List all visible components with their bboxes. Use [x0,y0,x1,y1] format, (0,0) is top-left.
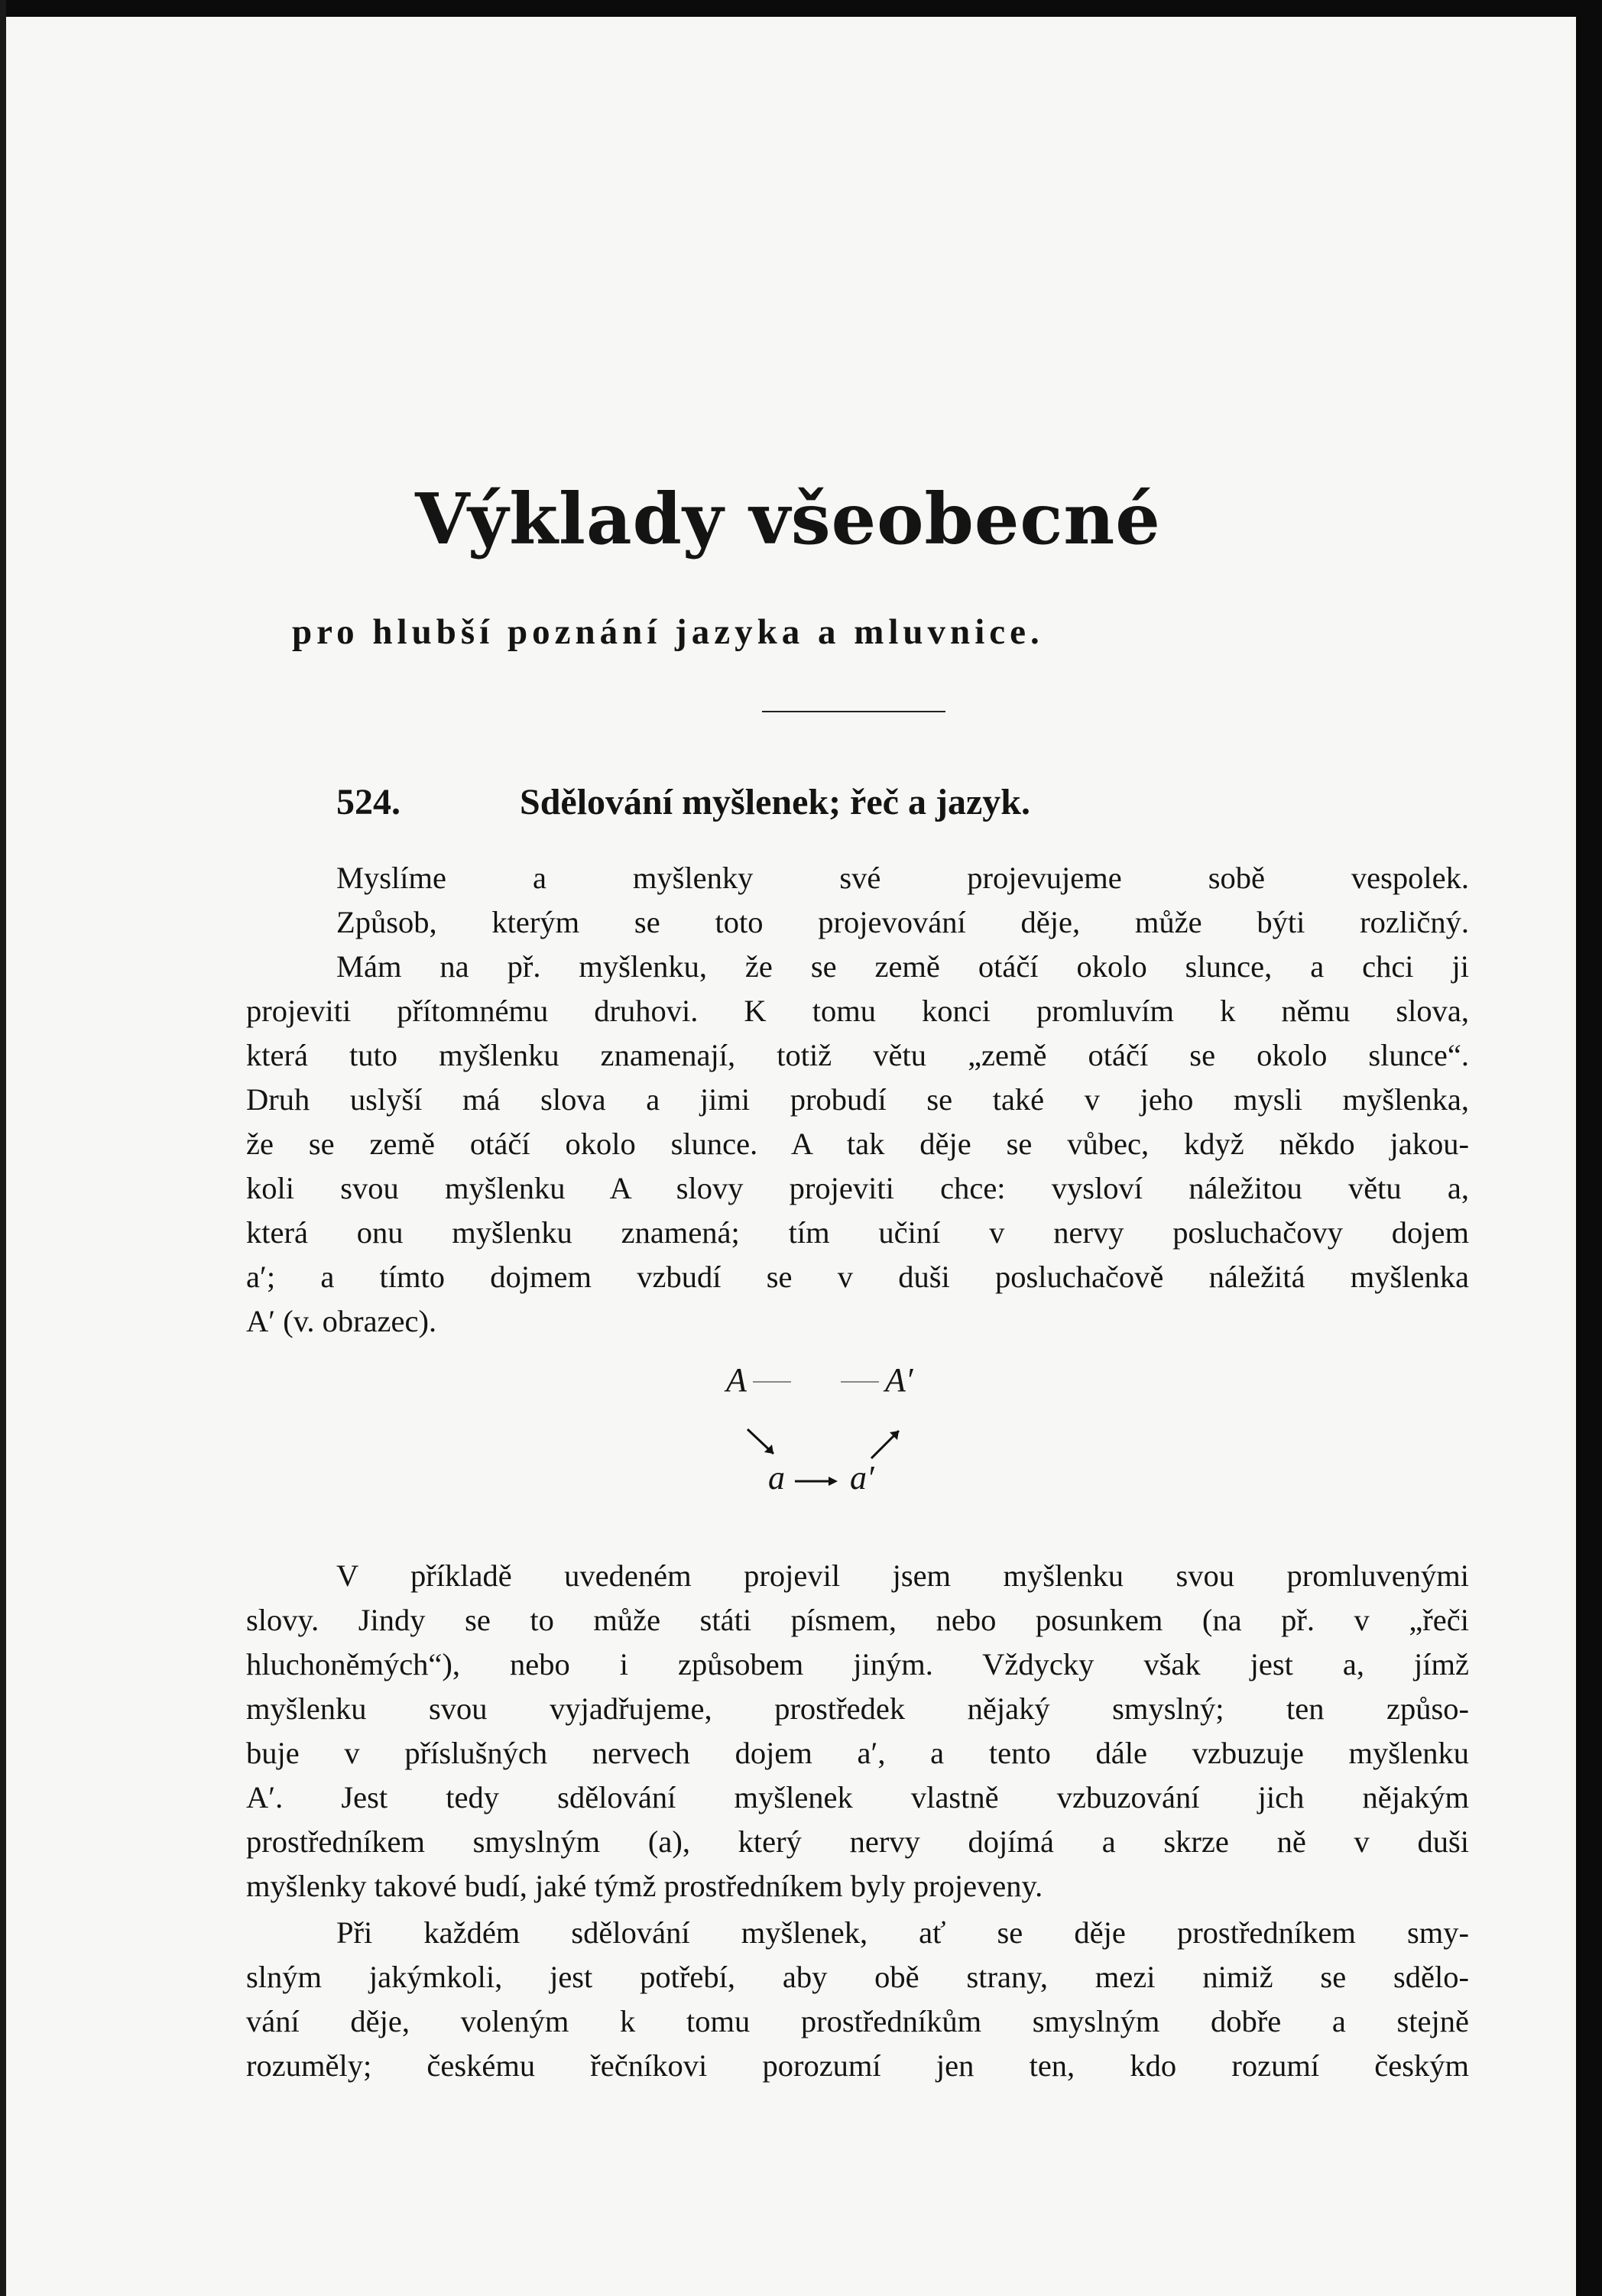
text-line: Druh uslyší má slova a jimi probudí se také v jeho mysli myšlenka, [246,1082,1469,1117]
text-line: která tuto myšlenku znamenají, totiž větu „země otáčí se okolo slunce“. [246,1038,1469,1072]
text-line: a′; a tímto dojmem vzbudí se v duši posluchačově náležitá myšlenka [246,1260,1469,1294]
label-A: A [726,1361,747,1399]
text-line: V příkladě uvedeném projevil jsem myšlenku svou promluvenými [336,1558,1469,1593]
text-line: A′. Jest tedy sdělování myšlenek vlastně vzbuzování jich nějakým [246,1780,1469,1814]
text-line: myšlenku svou vyjadřujeme, prostředek nějaký smyslný; ten způso- [246,1691,1469,1726]
diagram-arrows [718,1360,963,1513]
text-line: hluchoněmých“), nebo i způsobem jiným. Vždycky však jest a, jímž [246,1647,1469,1681]
section-number: 524. [336,782,400,822]
text-line: slovy. Jindy se to může státi písmem, nebo posunkem (na př. v „řeči [246,1603,1469,1637]
label-A-prime: A′ [885,1361,913,1399]
text-line: že se země otáčí okolo slunce. A tak děje se vůbec, když někdo jakou- [246,1127,1469,1161]
page-title: Výklady všeobecné [415,478,1161,560]
title-divider [762,711,945,712]
text-line: Mám na př. myšlenku, že se země otáčí okolo slunce, a chci ji [336,949,1469,984]
label-a-prime: a′ [850,1459,874,1497]
label-a: a [768,1459,785,1497]
text-line: myšlenky takové budí, jaké týmž prostředníkem byly projeveny. [246,1869,1043,1903]
paragraph-3 [246,1911,1469,2088]
page-subtitle: pro hlubší poznání jazyka a mluvnice. [292,612,1044,652]
text-line: Při každém sdělování myšlenek, ať se děje prostředníkem smy- [336,1915,1469,1950]
arrowhead [829,1477,838,1486]
text-line: vání děje, voleným k tomu prostředníkům smyslným dobře a stejně [246,2004,1469,2038]
communication-diagram [718,1360,963,1513]
paragraph-2 [246,1554,1469,1908]
section-heading [336,781,1030,823]
text-line: Myslíme a myšlenky své projevujeme sobě vespolek. [336,861,1469,895]
text-line: Způsob, kterým se toto projevování děje, může býti rozličný. [336,905,1469,939]
text-line: A′ (v. obrazec). [246,1304,437,1338]
text-line: buje v příslušných nervech dojem a′, a tento dále vzbuzuje myšlenku [246,1736,1469,1770]
paragraph-1 [246,856,1469,1344]
text-line: koli svou myšlenku A slovy projeviti chce: vysloví náležitou větu a, [246,1171,1469,1205]
section-title: Sdělování myšlenek; řeč a jazyk. [520,782,1030,822]
text-line: projeviti přítomnému druhovi. K tomu konci promluvím k němu slova, [246,994,1469,1028]
text-line: prostředníkem smyslným (a), který nervy dojímá a skrze ně v duši [246,1824,1469,1859]
text-line: která onu myšlenku znamená; tím učiní v nervy posluchačovy dojem [246,1215,1469,1250]
text-line: rozuměly; českému řečníkovi porozumí jen ten, kdo rozumí českým [246,2048,1469,2083]
text-line: slným jakýmkoli, jest potřebí, aby obě strany, mezi nimiž se sdělo- [246,1960,1469,1994]
